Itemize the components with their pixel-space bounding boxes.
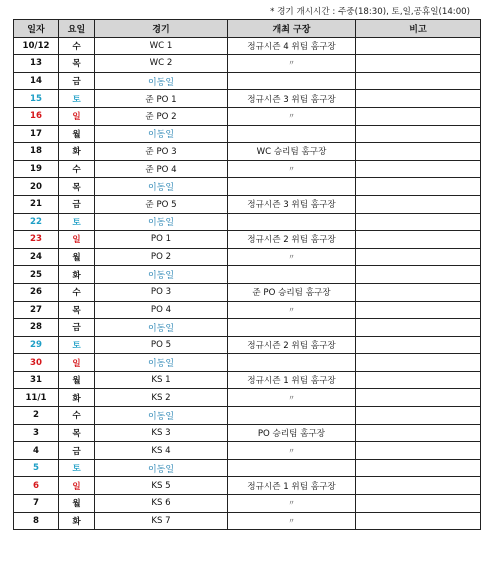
game-cell: 준 PO 4 [95, 160, 228, 178]
game-cell: 이동일 [95, 125, 228, 143]
postseason-schedule-table [13, 19, 481, 530]
day-cell: 수 [59, 407, 95, 425]
day-cell: 수 [59, 37, 95, 55]
date-cell: 23 [14, 231, 59, 249]
date-cell: 25 [14, 266, 59, 284]
remarks-cell [356, 424, 481, 442]
venue-cell [228, 213, 356, 231]
table-row [14, 424, 481, 442]
day-cell: 목 [59, 424, 95, 442]
date-cell: 18 [14, 143, 59, 161]
venue-cell [228, 266, 356, 284]
remarks-cell [356, 160, 481, 178]
day-cell: 일 [59, 477, 95, 495]
remarks-cell [356, 442, 481, 460]
table-row [14, 371, 481, 389]
table-row [14, 283, 481, 301]
day-cell: 화 [59, 389, 95, 407]
remarks-cell [356, 336, 481, 354]
day-cell: 일 [59, 354, 95, 372]
date-cell: 31 [14, 371, 59, 389]
date-cell: 19 [14, 160, 59, 178]
game-cell: KS 6 [95, 495, 228, 513]
table-row [14, 389, 481, 407]
venue-cell [228, 407, 356, 425]
day-cell: 금 [59, 319, 95, 337]
venue-cell: 〃 [228, 55, 356, 73]
date-cell: 28 [14, 319, 59, 337]
table-row [14, 37, 481, 55]
game-cell: PO 4 [95, 301, 228, 319]
game-cell: 이동일 [95, 407, 228, 425]
day-cell: 화 [59, 512, 95, 530]
venue-cell: 정규시즌 4 위팀 홈구장 [228, 37, 356, 55]
game-cell: 이동일 [95, 354, 228, 372]
date-cell: 5 [14, 459, 59, 477]
venue-cell: 〃 [228, 248, 356, 266]
day-cell: 토 [59, 459, 95, 477]
game-cell: PO 5 [95, 336, 228, 354]
venue-cell: 정규시즌 2 위팀 홈구장 [228, 336, 356, 354]
date-cell: 27 [14, 301, 59, 319]
table-row [14, 90, 481, 108]
table-row [14, 495, 481, 513]
table-row [14, 125, 481, 143]
game-cell: 이동일 [95, 319, 228, 337]
table-row [14, 178, 481, 196]
header-game: 경기 [95, 20, 228, 38]
day-cell: 월 [59, 371, 95, 389]
table-row [14, 248, 481, 266]
date-cell: 22 [14, 213, 59, 231]
day-cell: 목 [59, 55, 95, 73]
table-row [14, 160, 481, 178]
game-cell: KS 4 [95, 442, 228, 460]
remarks-cell [356, 319, 481, 337]
venue-cell: 〃 [228, 160, 356, 178]
remarks-cell [356, 125, 481, 143]
remarks-cell [356, 459, 481, 477]
date-cell: 7 [14, 495, 59, 513]
table-row [14, 442, 481, 460]
day-cell: 월 [59, 495, 95, 513]
venue-cell: 〃 [228, 442, 356, 460]
game-cell: KS 7 [95, 512, 228, 530]
day-cell: 수 [59, 160, 95, 178]
date-cell: 4 [14, 442, 59, 460]
venue-cell: PO 승리팀 홈구장 [228, 424, 356, 442]
table-row [14, 301, 481, 319]
date-cell: 21 [14, 195, 59, 213]
game-cell: WC 1 [95, 37, 228, 55]
venue-cell [228, 319, 356, 337]
date-cell: 11/1 [14, 389, 59, 407]
table-row [14, 319, 481, 337]
table-row [14, 477, 481, 495]
date-cell: 16 [14, 107, 59, 125]
remarks-cell [356, 231, 481, 249]
remarks-cell [356, 248, 481, 266]
day-cell: 화 [59, 143, 95, 161]
date-cell: 30 [14, 354, 59, 372]
day-cell: 화 [59, 266, 95, 284]
day-cell: 월 [59, 125, 95, 143]
game-cell: 이동일 [95, 459, 228, 477]
remarks-cell [356, 213, 481, 231]
day-cell: 토 [59, 336, 95, 354]
game-cell: 준 PO 2 [95, 107, 228, 125]
game-cell: PO 3 [95, 283, 228, 301]
table-row [14, 407, 481, 425]
day-cell: 목 [59, 301, 95, 319]
remarks-cell [356, 495, 481, 513]
game-cell: KS 2 [95, 389, 228, 407]
day-cell: 월 [59, 248, 95, 266]
date-cell: 14 [14, 72, 59, 90]
game-cell: KS 1 [95, 371, 228, 389]
game-cell: 이동일 [95, 178, 228, 196]
table-row [14, 354, 481, 372]
table-row [14, 231, 481, 249]
remarks-cell [356, 371, 481, 389]
table-body [14, 37, 481, 530]
remarks-cell [356, 107, 481, 125]
date-cell: 2 [14, 407, 59, 425]
venue-cell: 준 PO 승리팀 홈구장 [228, 283, 356, 301]
day-cell: 토 [59, 90, 95, 108]
day-cell: 토 [59, 213, 95, 231]
venue-cell [228, 354, 356, 372]
date-cell: 24 [14, 248, 59, 266]
remarks-cell [356, 55, 481, 73]
remarks-cell [356, 354, 481, 372]
venue-cell: 정규시즌 1 위팀 홈구장 [228, 477, 356, 495]
game-cell: WC 2 [95, 55, 228, 73]
date-cell: 6 [14, 477, 59, 495]
day-cell: 일 [59, 107, 95, 125]
day-cell: 금 [59, 442, 95, 460]
venue-cell: 정규시즌 2 위팀 홈구장 [228, 231, 356, 249]
remarks-cell [356, 389, 481, 407]
remarks-cell [356, 195, 481, 213]
header-date: 일자 [14, 20, 59, 38]
venue-cell [228, 459, 356, 477]
date-cell: 10/12 [14, 37, 59, 55]
date-cell: 20 [14, 178, 59, 196]
day-cell: 목 [59, 178, 95, 196]
header-venue: 개최 구장 [228, 20, 356, 38]
venue-cell [228, 125, 356, 143]
game-cell: 이동일 [95, 72, 228, 90]
remarks-cell [356, 90, 481, 108]
table-row [14, 55, 481, 73]
game-cell: 준 PO 3 [95, 143, 228, 161]
remarks-cell [356, 283, 481, 301]
remarks-cell [356, 266, 481, 284]
table-row [14, 459, 481, 477]
day-cell: 금 [59, 195, 95, 213]
table-row [14, 143, 481, 161]
venue-cell: 〃 [228, 512, 356, 530]
venue-cell [228, 72, 356, 90]
table-row [14, 195, 481, 213]
game-cell: 이동일 [95, 266, 228, 284]
remarks-cell [356, 178, 481, 196]
venue-cell: 〃 [228, 107, 356, 125]
day-cell: 금 [59, 72, 95, 90]
game-cell: 준 PO 5 [95, 195, 228, 213]
game-cell: KS 3 [95, 424, 228, 442]
table-row [14, 72, 481, 90]
start-time-note: * 경기 개시시간 : 주중(18:30), 토,일,공휴일(14:00) [270, 7, 470, 17]
date-cell: 15 [14, 90, 59, 108]
game-cell: PO 1 [95, 231, 228, 249]
remarks-cell [356, 477, 481, 495]
date-cell: 3 [14, 424, 59, 442]
venue-cell: 정규시즌 3 위팀 홈구장 [228, 90, 356, 108]
day-cell: 수 [59, 283, 95, 301]
date-cell: 29 [14, 336, 59, 354]
table-row [14, 107, 481, 125]
venue-cell: WC 승리팀 홈구장 [228, 143, 356, 161]
date-cell: 17 [14, 125, 59, 143]
venue-cell: 〃 [228, 301, 356, 319]
game-cell: 준 PO 1 [95, 90, 228, 108]
game-cell: 이동일 [95, 213, 228, 231]
date-cell: 13 [14, 55, 59, 73]
remarks-cell [356, 301, 481, 319]
venue-cell: 〃 [228, 389, 356, 407]
table-row [14, 213, 481, 231]
venue-cell [228, 178, 356, 196]
venue-cell: 〃 [228, 495, 356, 513]
table-row [14, 266, 481, 284]
header-remarks: 비고 [356, 20, 481, 38]
remarks-cell [356, 143, 481, 161]
day-cell: 일 [59, 231, 95, 249]
date-cell: 8 [14, 512, 59, 530]
header-day: 요일 [59, 20, 95, 38]
date-cell: 26 [14, 283, 59, 301]
table-row [14, 512, 481, 530]
game-cell: KS 5 [95, 477, 228, 495]
table-row [14, 336, 481, 354]
venue-cell: 정규시즌 3 위팀 홈구장 [228, 195, 356, 213]
table-header-row [14, 20, 481, 38]
game-cell: PO 2 [95, 248, 228, 266]
venue-cell: 정규시즌 1 위팀 홈구장 [228, 371, 356, 389]
remarks-cell [356, 512, 481, 530]
remarks-cell [356, 37, 481, 55]
remarks-cell [356, 72, 481, 90]
remarks-cell [356, 407, 481, 425]
